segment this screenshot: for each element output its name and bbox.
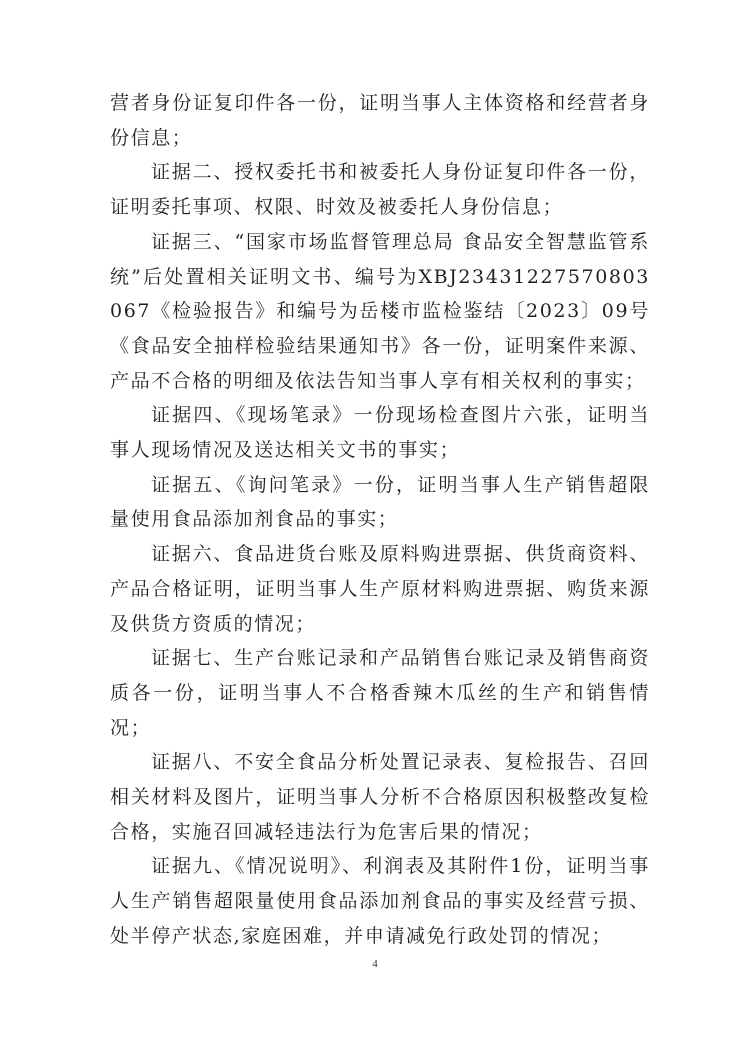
paragraph-evidence-8: 证据八、不安全食品分析处置记录表、复检报告、召回相关材料及图片，证明当事人分析不合格原因积极整改复检合格，实施召回减轻违法行为危害后果的情况；: [110, 751, 650, 843]
paragraph-evidence-7: 证据七、生产台账记录和产品销售台账记录及销售商资质各一份，证明当事人不合格香辣木瓜丝的生产和销售情况；: [110, 647, 650, 739]
page-number: 4: [372, 958, 378, 970]
paragraph-evidence-5: 证据五、《询问笔录》一份，证明当事人生产销售超限量使用食品添加剂食品的事实；: [110, 473, 650, 531]
paragraph-evidence-2: 证据二、授权委托书和被委托人身份证复印件各一份，证明委托事项、权限、时效及被委托人身份信息；: [110, 161, 650, 219]
paragraph-evidence-3: 证据三、“国家市场监督管理总局 食品安全智慧监管系统”后处置相关证明文书、编号为XBJ23431227570803067《检验报告》和编号为岳楼市监检鉴结〔2023〕09号《食品安全抽样检验结果通知书》各一份，证明案件来源、产品不合格的明细及依法告知当事人享有相关权利的事实；: [110, 230, 650, 392]
paragraph-evidence-4: 证据四、《现场笔录》一份现场检查图片六张，证明当事人现场情况及送达相关文书的事实；: [110, 404, 650, 462]
paragraph-evidence-6: 证据六、食品进货台账及原料购进票据、供货商资料、产品合格证明，证明当事人生产原材料购进票据、购货来源及供货方资质的情况；: [110, 543, 650, 635]
paragraph-evidence-9: 证据九、《情况说明》、利润表及其附件1份，证明当事人生产销售超限量使用食品添加剂食品的事实及经营亏损、处半停产状态,家庭困难，并申请减免行政处罚的情况；: [110, 855, 650, 947]
paragraph-continuation: 营者身份证复印件各一份，证明当事人主体资格和经营者身份信息；: [110, 92, 650, 149]
document-body: [110, 86, 650, 954]
